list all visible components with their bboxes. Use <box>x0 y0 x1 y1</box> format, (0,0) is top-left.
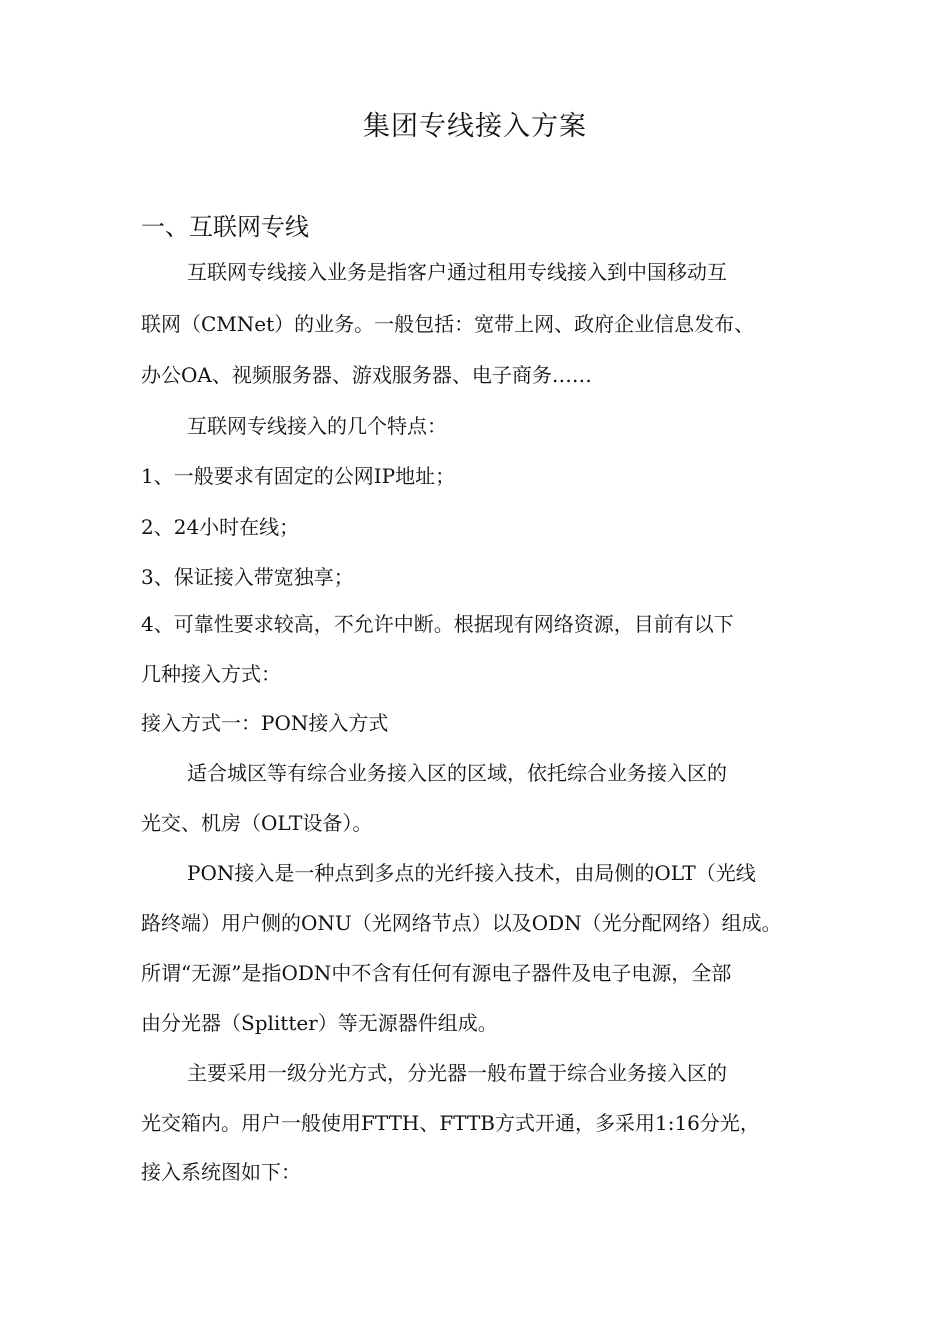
paragraph-line: 互联网专线接入的几个特点： <box>187 414 447 438</box>
paragraph-line: 几种接入方式： <box>141 662 281 686</box>
paragraph-line: 由分光器（Splitter）等无源器件组成。 <box>141 1011 498 1035</box>
paragraph-line: PON接入是一种点到多点的光纤接入技术，由局侧的OLT（光线 <box>187 861 756 885</box>
paragraph-line: 互联网专线接入业务是指客户通过租用专线接入到中国移动互 <box>187 260 727 284</box>
list-item: 1、一般要求有固定的公网IP地址； <box>141 464 456 488</box>
paragraph-line: 光交、机房（OLT设备）。 <box>141 811 373 835</box>
paragraph-line: 路终端）用户侧的ONU（光网络节点）以及ODN（光分配网络）组成。 <box>141 911 782 935</box>
paragraph-line: 适合城区等有综合业务接入区的区域，依托综合业务接入区的 <box>187 761 727 785</box>
paragraph-line: 办公OA、视频服务器、游戏服务器、电子商务…… <box>141 363 592 387</box>
paragraph-line: 所谓“无源”是指ODN中不含有任何有源电子器件及电子电源，全部 <box>141 961 732 985</box>
subheading-line: 接入方式一：PON接入方式 <box>141 711 389 735</box>
paragraph-line: 联网（CMNet）的业务。一般包括：宽带上网、政府企业信息发布、 <box>141 312 755 336</box>
list-item: 4、可靠性要求较高，不允许中断。根据现有网络资源，目前有以下 <box>141 612 734 636</box>
section-heading: 一、互联网专线 <box>141 213 309 241</box>
list-item: 2、24小时在线； <box>141 515 300 539</box>
paragraph-line: 主要采用一级分光方式，分光器一般布置于综合业务接入区的 <box>187 1061 727 1085</box>
paragraph-line: 接入系统图如下： <box>141 1160 301 1184</box>
paragraph-line: 光交箱内。用户一般使用FTTH、FTTB方式开通，多采用1:16分光， <box>141 1111 760 1135</box>
list-item: 3、保证接入带宽独享； <box>141 565 354 589</box>
document-title: 集团专线接入方案 <box>363 111 587 142</box>
